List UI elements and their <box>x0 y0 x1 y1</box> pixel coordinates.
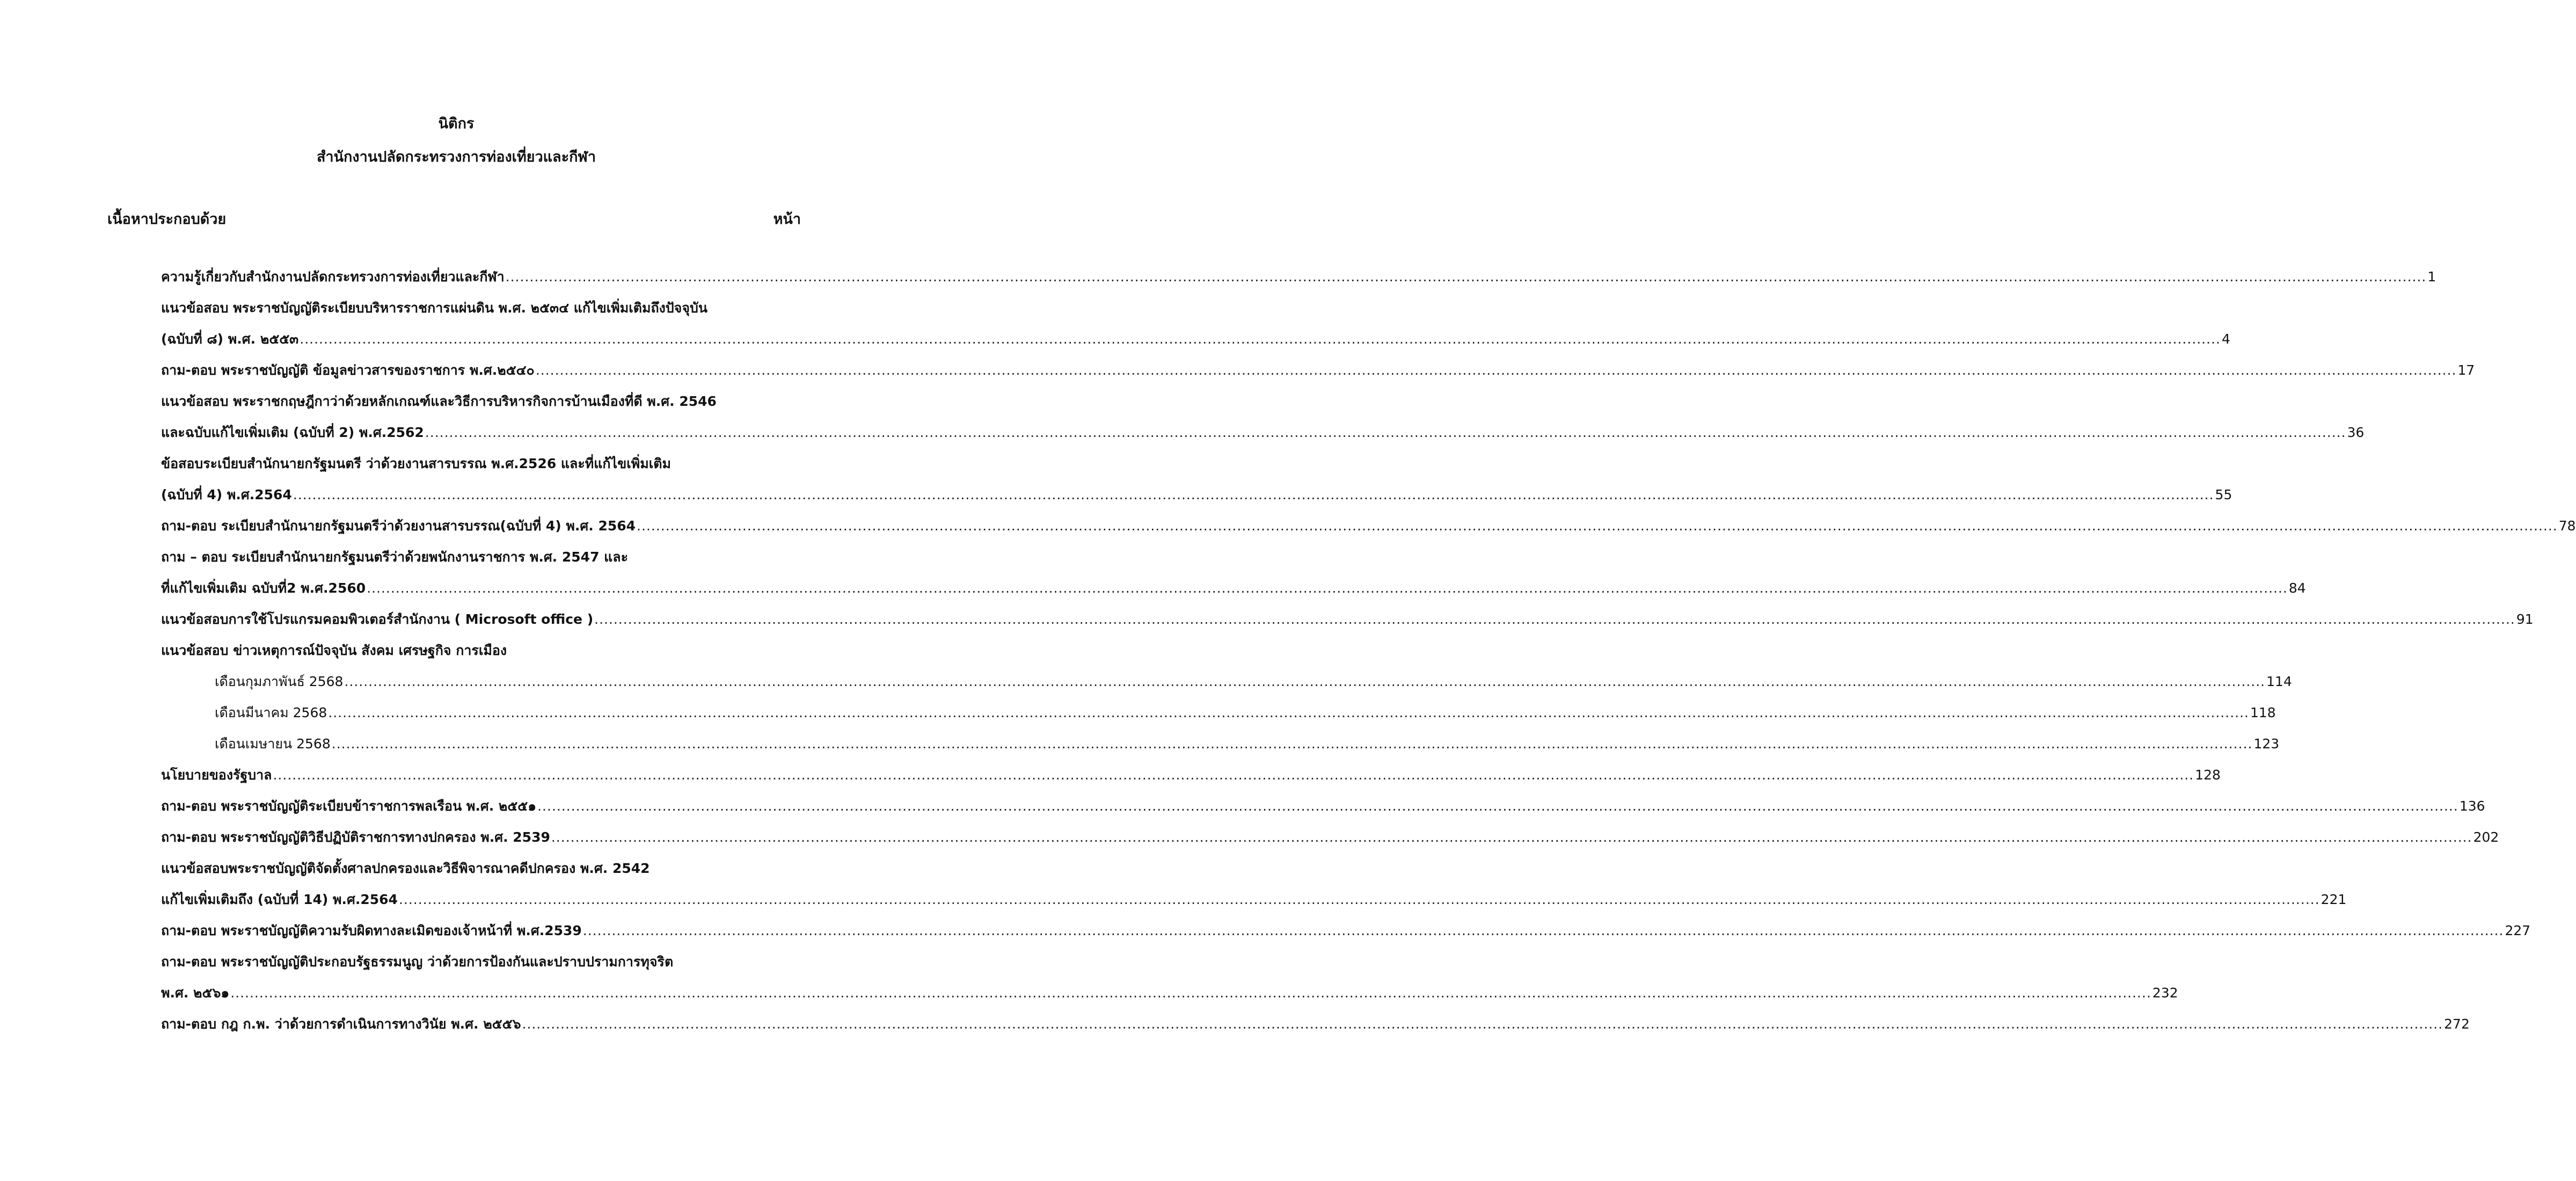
toc-entry <box>161 422 2365 453</box>
toc-entry <box>161 453 802 484</box>
toc-entry-title: ถาม-ตอบ พระราชบัญญัติระเบียบข้าราชการพลเรือน พ.ศ. ๒๕๕๑ <box>161 798 537 814</box>
contents-heading: เนื้อหาประกอบด้วย <box>107 211 227 228</box>
toc-entry-title: ถาม – ตอบ ระเบียบสำนักนายกรัฐมนตรีว่าด้วยพนักงานราชการ พ.ศ. 2547 และ <box>161 549 629 565</box>
toc-entry-title: ถาม-ตอบ พระราชบัญญัติวิธีปฏิบัติราชการทางปกครอง พ.ศ. 2539 <box>161 829 550 845</box>
toc-entry-page: 36 <box>2347 425 2365 440</box>
toc-entry-title: ที่แก้ไขเพิ่มเติม ฉบับที่2 พ.ศ.2560 <box>161 580 366 596</box>
dot-leader: ................................................................................................................................................................................................................................................................................................................................................................................................................ <box>300 331 2221 347</box>
toc-entry-title: เดือนเมษายน 2568 <box>215 736 331 752</box>
toc-entry <box>161 297 802 329</box>
dot-leader: ................................................................................................................................................................................................................................................................................................................................................................................................................ <box>551 829 2472 845</box>
toc-entry-title: พ.ศ. ๒๕๖๑ <box>161 985 230 1001</box>
toc-entry-title: แก้ไขเพิ่มเติมถึง (ฉบับที่ 14) พ.ศ.2564 <box>161 892 398 907</box>
toc-entry <box>161 889 2347 920</box>
toc-entry-title: เดือนกุมภาพันธ์ 2568 <box>215 674 344 689</box>
dot-leader: ................................................................................................................................................................................................................................................................................................................................................................................................................ <box>230 985 2151 1001</box>
toc-entry-title: (ฉบับที่ 4) พ.ศ.2564 <box>161 487 292 502</box>
toc-entry <box>161 609 2534 640</box>
toc-entry-page: 232 <box>2152 985 2178 1001</box>
toc-entry <box>161 360 2475 391</box>
toc-entry-title: ถาม-ตอบ พระราชบัญญัติความรับผิดทางละเมิดของเจ้าหน้าที่ พ.ศ.2539 <box>161 923 582 938</box>
dot-leader: ................................................................................................................................................................................................................................................................................................................................................................................................................ <box>637 518 2558 534</box>
toc-entry-page: 272 <box>2444 1016 2470 1032</box>
toc-entry <box>161 640 802 671</box>
toc-entry-title: (ฉบับที่ ๘) พ.ศ. ๒๕๕๓ <box>161 331 299 347</box>
toc-entry-title: นโยบายของรัฐบาล <box>161 767 272 783</box>
page-column-heading: หน้า <box>773 211 801 228</box>
dot-leader: ................................................................................................................................................................................................................................................................................................................................................................................................................ <box>344 674 2266 689</box>
page-subtitle: สำนักงานปลัดกระทรวงการท่องเที่ยวและกีฬา <box>316 149 596 165</box>
toc-entry-title: เดือนมีนาคม 2568 <box>215 705 327 720</box>
toc-entry-page: 78 <box>2558 518 2576 534</box>
dot-leader: ................................................................................................................................................................................................................................................................................................................................................................................................................ <box>331 736 2253 752</box>
toc-entry-title: และฉบับแก้ไขเพิ่มเติม (ฉบับที่ 2) พ.ศ.2562 <box>161 425 424 440</box>
toc-entry-page: 128 <box>2195 767 2221 783</box>
dot-leader: ................................................................................................................................................................................................................................................................................................................................................................................................................ <box>522 1016 2443 1032</box>
dot-leader: ................................................................................................................................................................................................................................................................................................................................................................................................................ <box>594 611 2515 627</box>
toc-entry <box>161 702 2276 733</box>
toc-entry-page: 123 <box>2253 736 2280 752</box>
dot-leader: ................................................................................................................................................................................................................................................................................................................................................................................................................ <box>537 798 2458 814</box>
table-of-contents <box>161 266 2576 1045</box>
dot-leader: ................................................................................................................................................................................................................................................................................................................................................................................................................ <box>293 487 2214 502</box>
toc-entry-title: ข้อสอบระเบียบสำนักนายกรัฐมนตรี ว่าด้วยงานสารบรรณ พ.ศ.2526 และที่แก้ไขเพิ่มเติม <box>161 456 671 471</box>
toc-entry <box>161 515 2576 546</box>
toc-entry-page: 221 <box>2320 892 2347 907</box>
toc-entry <box>161 546 802 578</box>
toc-entry-title: แนวข้อสอบ พระราชกฤษฎีกาว่าด้วยหลักเกณฑ์และวิธีการบริหารกิจการบ้านเมืองที่ดี พ.ศ. 2546 <box>161 393 717 409</box>
dot-leader: ................................................................................................................................................................................................................................................................................................................................................................................................................ <box>328 705 2249 720</box>
dot-leader: ................................................................................................................................................................................................................................................................................................................................................................................................................ <box>398 892 2320 907</box>
toc-entry <box>161 266 2436 297</box>
toc-entry-page: 91 <box>2516 611 2534 627</box>
toc-entry <box>161 329 2230 360</box>
toc-entry <box>161 671 2292 702</box>
toc-entry-title: ถาม-ตอบ กฎ ก.พ. ว่าด้วยการดำเนินการทางวินัย พ.ศ. ๒๕๕๖ <box>161 1016 521 1032</box>
toc-entry-page: 55 <box>2215 487 2232 502</box>
toc-entry <box>161 484 2232 515</box>
toc-entry <box>161 920 2531 951</box>
toc-entry-page: 84 <box>2288 580 2306 596</box>
toc-entry-title: แนวข้อสอบการใช้โปรแกรมคอมพิวเตอร์สำนักงาน ( Microsoft office ) <box>161 611 594 627</box>
toc-entry <box>161 733 2280 764</box>
dot-leader: ................................................................................................................................................................................................................................................................................................................................................................................................................ <box>505 269 2427 285</box>
toc-entry-title: ถาม-ตอบ พระราชบัญญัติ ข้อมูลข่าวสารของราชการ พ.ศ.๒๕๔๐ <box>161 362 535 378</box>
toc-entry <box>161 391 802 422</box>
toc-entry-page: 136 <box>2459 798 2485 814</box>
dot-leader: ................................................................................................................................................................................................................................................................................................................................................................................................................ <box>367 580 2288 596</box>
toc-entry-page: 202 <box>2473 829 2499 845</box>
toc-entry <box>161 796 2485 827</box>
dot-leader: ................................................................................................................................................................................................................................................................................................................................................................................................................ <box>582 923 2504 938</box>
toc-entry-title: แนวข้อสอบ ข่าวเหตุการณ์ปัจจุบัน สังคม เศรษฐกิจ การเมือง <box>161 643 507 658</box>
toc-entry-title: ความรู้เกี่ยวกับสำนักงานปลัดกระทรวงการท่องเที่ยวและกีฬา <box>161 269 505 285</box>
toc-entry-title: แนวข้อสอบ พระราชบัญญัติระเบียบบริหารราชการแผ่นดิน พ.ศ. ๒๕๓๔ แก้ไขเพิ่มเติมถึงปัจจุบัน <box>161 300 707 316</box>
toc-entry-title: ถาม-ตอบ พระราชบัญญัติประกอบรัฐธรรมนูญ ว่าด้วยการป้องกันและปราบปรามการทุจริต <box>161 954 674 969</box>
toc-entry-title: ถาม-ตอบ ระเบียบสำนักนายกรัฐมนตรีว่าด้วยงานสารบรรณ(ฉบับที่ 4) พ.ศ. 2564 <box>161 518 636 534</box>
toc-entry <box>161 578 2306 609</box>
toc-entry <box>161 982 2178 1014</box>
page-title: นิติกร <box>438 115 475 132</box>
dot-leader: ................................................................................................................................................................................................................................................................................................................................................................................................................ <box>535 362 2457 378</box>
toc-entry-page: 17 <box>2457 362 2475 378</box>
toc-entry-page: 114 <box>2266 674 2292 689</box>
toc-entry-page: 4 <box>2221 331 2230 347</box>
toc-entry <box>161 827 2499 858</box>
toc-entry-page: 118 <box>2250 705 2276 720</box>
toc-entry <box>161 1014 2470 1045</box>
dot-leader: ................................................................................................................................................................................................................................................................................................................................................................................................................ <box>273 767 2194 783</box>
toc-entry-page: 1 <box>2427 269 2436 285</box>
dot-leader: ................................................................................................................................................................................................................................................................................................................................................................................................................ <box>425 425 2346 440</box>
toc-entry-page: 227 <box>2505 923 2531 938</box>
toc-entry <box>161 951 802 982</box>
toc-entry <box>161 764 2221 796</box>
toc-entry <box>161 858 802 889</box>
toc-entry-title: แนวข้อสอบพระราชบัญญัติจัดตั้งศาลปกครองและวิธีพิจารณาคดีปกครอง พ.ศ. 2542 <box>161 861 650 876</box>
